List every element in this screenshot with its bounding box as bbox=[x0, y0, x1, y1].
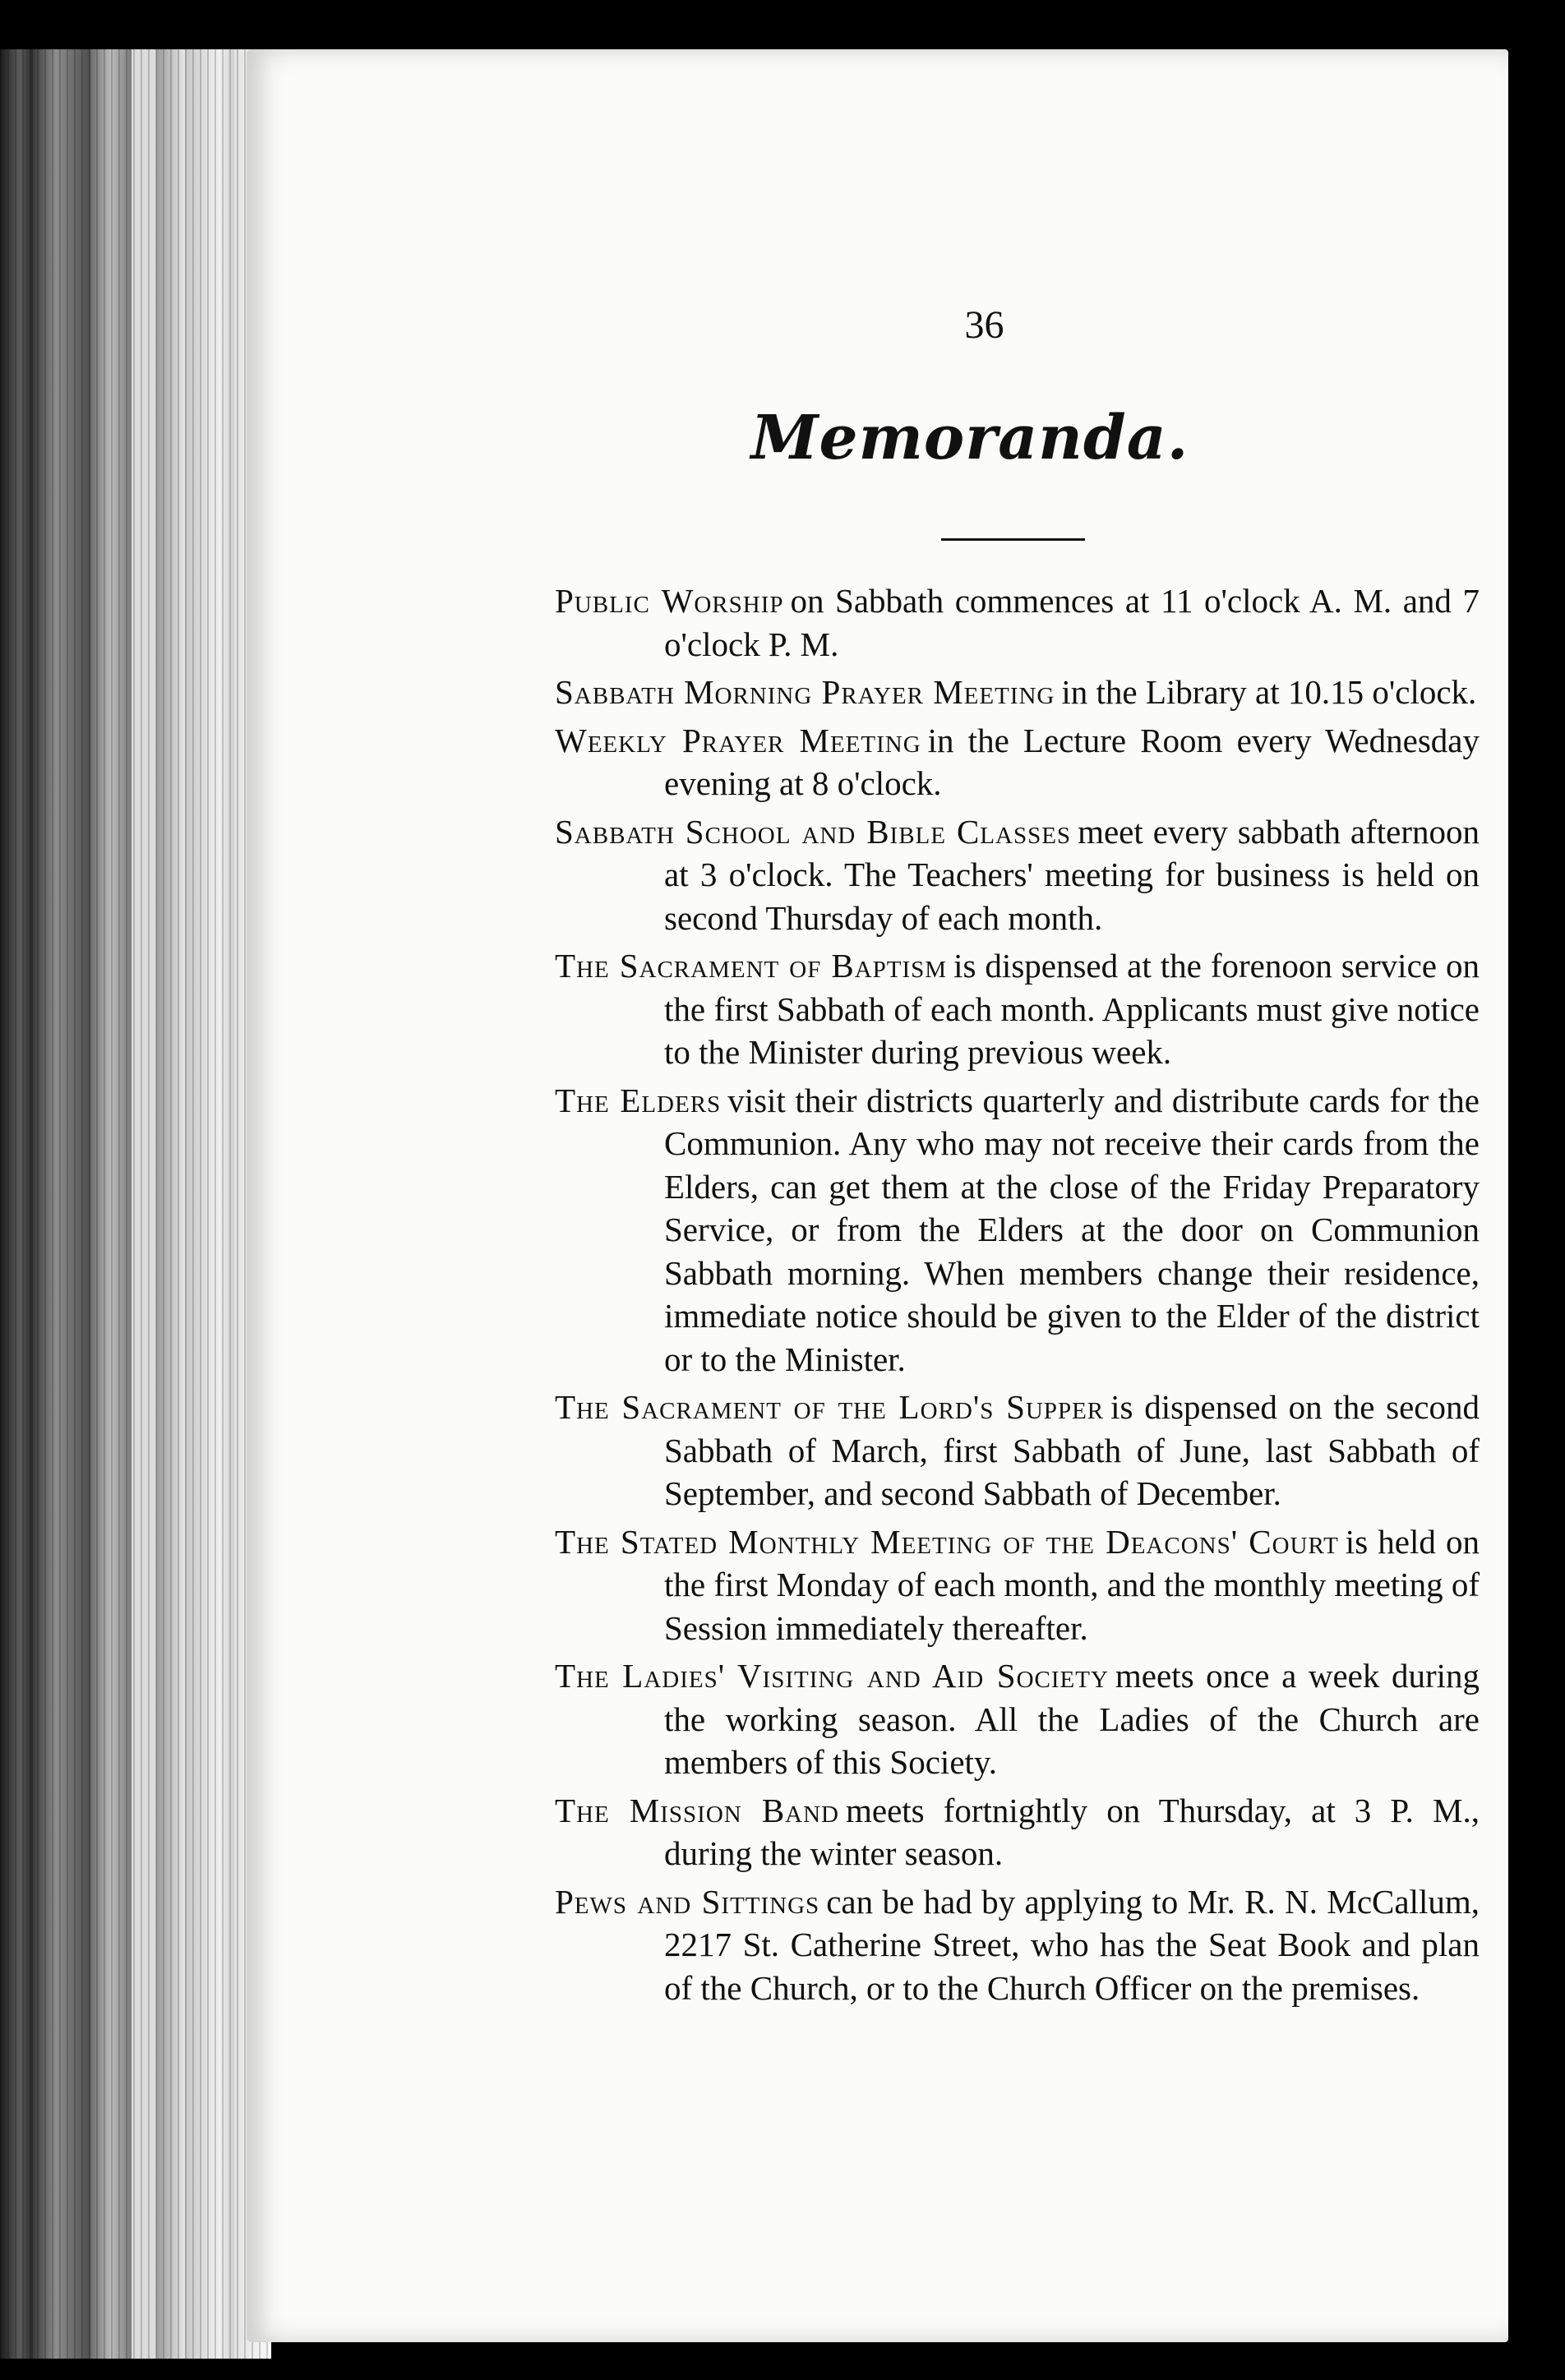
entry-heading: The Stated Monthly Meeting of the Deacons' Court bbox=[555, 1522, 1339, 1561]
entry-body: on Sabbath commences at 11 o'clock A. M. and 7 o'clock P. M. bbox=[664, 582, 1480, 663]
memoranda-entry-sabbath-school bbox=[555, 810, 1480, 940]
entry-body: meet every sabbath afternoon at 3 o'clock. The Teachers' meeting for business is held on second Thursday of each month. bbox=[664, 812, 1480, 937]
memoranda-entry-pews bbox=[555, 1880, 1480, 2010]
entry-body: is dispensed on the second Sabbath of March, first Sabbath of June, last Sabbath of September, and second Sabbath of December. bbox=[664, 1388, 1480, 1512]
book-page bbox=[247, 49, 1508, 2342]
memoranda-list bbox=[555, 579, 1480, 2014]
memoranda-entry-morning-prayer bbox=[555, 671, 1480, 714]
entry-body: in the Lecture Room every Wednesday evening at 8 o'clock. bbox=[664, 721, 1480, 802]
memoranda-entry-ladies-society bbox=[555, 1654, 1480, 1784]
entry-heading: The Mission Band bbox=[555, 1791, 839, 1829]
entry-body: is held on the first Monday of each month, and the monthly meeting of Session immediately thereafter. bbox=[664, 1522, 1480, 1647]
entry-heading: Public Worship bbox=[555, 582, 784, 620]
entry-body: in the Library at 10.15 o'clock. bbox=[1061, 673, 1477, 711]
entry-heading: Weekly Prayer Meeting bbox=[555, 721, 921, 759]
memoranda-entry-baptism bbox=[555, 944, 1480, 1074]
entry-body: is dispensed at the forenoon service on the first Sabbath of each month. Applicants must give notice to the Minister during previous week. bbox=[664, 947, 1480, 1071]
memoranda-entry-public-worship bbox=[555, 579, 1480, 666]
page-number: 36 bbox=[964, 303, 1004, 347]
entry-heading: Sabbath Morning Prayer Meeting bbox=[555, 673, 1055, 711]
memoranda-entry-deacons-court bbox=[555, 1520, 1480, 1650]
entry-heading: The Elders bbox=[555, 1081, 722, 1119]
entry-heading: Pews and Sittings bbox=[555, 1882, 820, 1921]
memoranda-entry-elders bbox=[555, 1079, 1480, 1381]
page-title: Memoranda. bbox=[750, 403, 1189, 473]
memoranda-entry-weekly-prayer bbox=[555, 719, 1480, 805]
entry-body: can be had by applying to Mr. R. N. McCallum, 2217 St. Catherine Street, who has the Seat Book and plan of the Church, or to the Church Officer on the premises. bbox=[664, 1882, 1480, 2007]
entry-body: meets once a week during the working season. All the Ladies of the Church are members of this Society. bbox=[664, 1657, 1480, 1781]
book-page-edges bbox=[0, 49, 271, 2359]
entry-body: visit their districts quarterly and distribute cards for the Communion. Any who may not receive their cards from the Elders, can get them at the close of the Friday Preparatory Service, or from the Elders at the door on Communion Sabbath morning. When members change their residence, immediate notice should be given to the Elder of the district or to the Minister. bbox=[664, 1081, 1480, 1378]
entry-heading: The Sacrament of Baptism bbox=[555, 947, 948, 985]
entry-heading: The Sacrament of the Lord's Supper bbox=[555, 1388, 1105, 1426]
page-edge-texture bbox=[0, 49, 271, 2359]
entry-body: meets fortnightly on Thursday, at 3 P. M., during the winter season. bbox=[664, 1791, 1480, 1872]
entry-heading: Sabbath School and Bible Classes bbox=[555, 812, 1072, 851]
title-divider bbox=[941, 538, 1085, 541]
memoranda-entry-lords-supper bbox=[555, 1386, 1480, 1515]
memoranda-entry-mission-band bbox=[555, 1789, 1480, 1875]
entry-heading: The Ladies' Visiting and Aid Society bbox=[555, 1657, 1109, 1695]
